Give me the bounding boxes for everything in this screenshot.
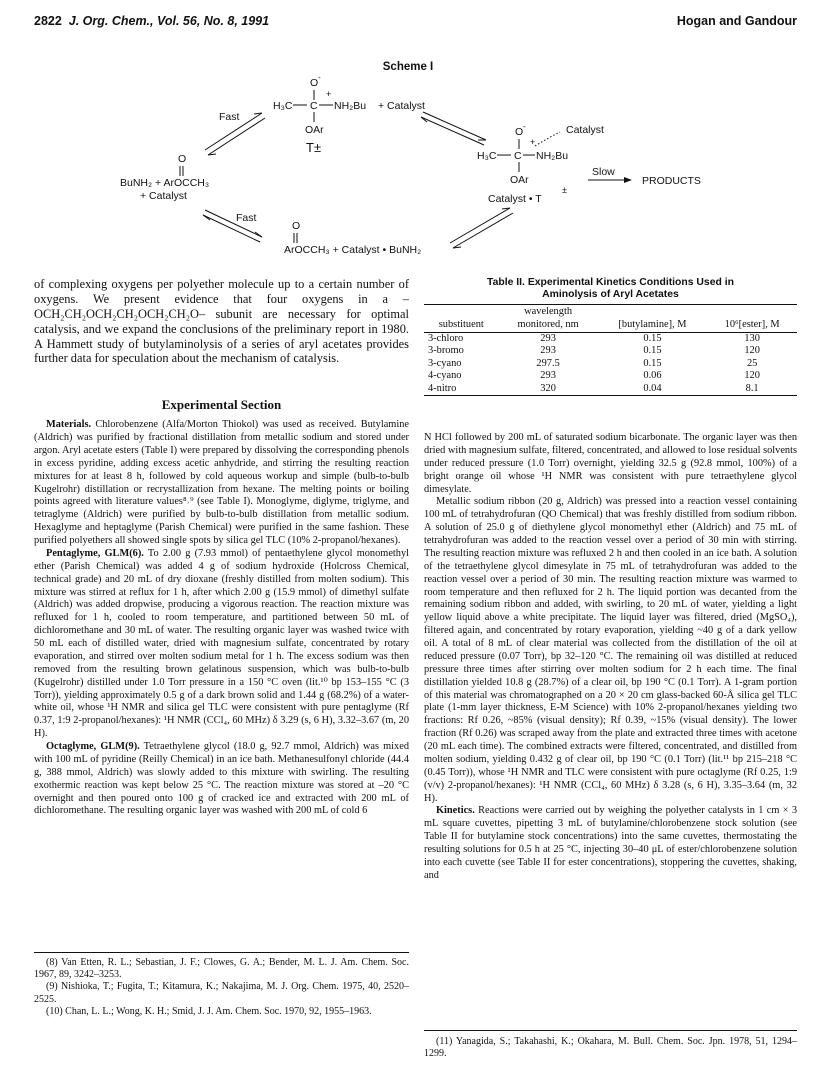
right-nh2bu: NH₂Bu bbox=[536, 150, 569, 162]
fast-label-lower: Fast bbox=[236, 212, 257, 224]
svg-text:-: - bbox=[523, 122, 526, 131]
table-caption: Table II. Experimental Kinetics Conditions Used in Aminolysis of Aryl Acetates bbox=[487, 277, 734, 300]
reference: (11) Yanagida, S.; Takahashi, K.; Okahara, M. Bull. Chem. Soc. Jpn. 1978, 51, 1294–1299. bbox=[424, 1036, 797, 1060]
journal-citation: Vol. 56, No. 8, 1991 bbox=[157, 14, 270, 28]
table-row: 4-cyano 293 0.06 120 bbox=[428, 370, 760, 382]
scheme-figure bbox=[0, 48, 831, 266]
top-o-minus: O bbox=[310, 77, 319, 89]
table-row: 3-cyano 297.5 0.15 25 bbox=[428, 357, 758, 369]
right-c: C bbox=[514, 150, 522, 162]
equilibrium-arrow-right-upper bbox=[423, 112, 486, 140]
left-catalyst: + Catalyst bbox=[140, 190, 187, 202]
right-oar: OAr bbox=[510, 174, 529, 186]
fast-label-upper: Fast bbox=[219, 111, 240, 123]
paragraph: N HCl followed by 200 mL of saturated sodium bicarbonate. The organic layer was then dried with magnesium sulfate, filtered, concentrated, and allowed to lose residual solvents under reduced pressure (1.0 Torr) overnight, yielding 32.5 g (92.8 mmol, 100%) of a bright orange oil whose ¹H NMR was consistent with pure tetraethylene glycol dimesylate. bbox=[424, 432, 797, 495]
scheme-title: Scheme I bbox=[382, 61, 434, 73]
header-wavelength: wavelength bbox=[499, 304, 598, 318]
header-ester: 10⁶[ester], M bbox=[707, 318, 797, 332]
references-left bbox=[34, 957, 409, 1018]
paragraph-lead: Octaglyme, GLM(9). bbox=[46, 741, 140, 753]
right-o-minus: O bbox=[515, 126, 524, 138]
kinetics-table bbox=[424, 304, 797, 396]
top-catalyst: + Catalyst bbox=[378, 100, 425, 112]
dotted-interaction bbox=[535, 132, 560, 146]
bottom-products: ArOCCH₃ + Catalyst • BuNH₂ bbox=[284, 244, 422, 256]
page-number: 2822 bbox=[34, 14, 62, 28]
right-column bbox=[424, 432, 797, 883]
bottom-carbonyl-o: O bbox=[292, 220, 301, 232]
header-substituent: substituent bbox=[424, 318, 499, 332]
footnote-rule bbox=[424, 1030, 797, 1031]
top-nh2bu: NH₂Bu bbox=[334, 100, 367, 112]
materials-paragraph: Materials. Chlorobenzene (Alfa/Morton Thiokol) was used as received. Butylamine (Aldrich) was purified by fractional distillation from metallic sodium and stored under argon. Aryl acetate esters (Table I) were prepared by dissolving the corresponding phenols in excess pyridine, adding excess acetic anhydride, and stirring the resulting reaction mixtures for at least 8 h, followed by cold aqueous workup and simple (bulb-to-bulb Kugelrohr) distillation or recrystallization from hexane. The melting points or boiling points agreed with literature values⁸˒⁹ (see Table I). Monoglyme, diglyme, triglyme, and tetraglyme (Aldrich) were purified by bulb-to-bulb distillation from metallic sodium. Hexaglyme and heptaglyme (Parish Chemical) were purified in the same fashion. These purified polyethers all showed single spots by silica gel TLC (10% 2-propanol/hexanes). bbox=[34, 419, 409, 547]
paragraph: Metallic sodium ribbon (20 g, Aldrich) was pressed into a reaction vessel containing 100 mL of tetrahydrofuran (QO Chemical) that was freshly distilled from sodium ribbon. A solution of 25.0 g of diethylene glycol monomethyl ether (Aldrich) and 75 mL of tetrahydrofuran was added to the reaction vessel over a period of 30 min with stirring. The resulting reaction mixture was refluxed 2 h and then cooled in an ice bath. A solution of the tetraethylene glycol dimesylate in 75 mL of tetrahydrofuran was added to the reaction vessel over a period of 30 min. The resulting reaction mixture was warmed to room temperature and then refluxed for 2 h. The liquid portion was decanted from the remaining sodium ribbon and added, with swirling, to 20 mL of water, yielding a light yellow liquid above a white precipitate. The liquid layer was filtered, dried (MgSO₄), filtered again, and concentrated by rotary evaporation, yielding ~40 g of a dark yellow oil. A total of 8 mL of clear material was collected from the distillation of the oil at reduced pressure (0.07 Torr), bp 32–120 °C. The remaining oil was distilled at reduced pressure three times after stirring over molten sodium for 2 h each time. The final distillation yielded 10.8 g (28.7%) of a clear oil, bp 190 °C (0.1 Torr). A 1-gram portion of this material was chromatographed on a 20 × 20 cm glass-backed 60-Å silica gel TLC plate (1-mm layer thickness, E-M Science) with 10% 2-propanol/hexanes yielding two fractions: Rf 0.26, ~85% (visual density); Rf 0.39, ~15% (visual density). The lower fraction (Rf 0.26) was scraped away from the plate and extracted three times with acetone (20 mL each time). The combined extracts were filtered, concentrated, and distilled from molten sodium, yielding 0.432 g of clear oil, bp 190 °C (0.1 Torr) (lit.¹¹ bp 215–218 °C (0.45 Torr)), whose ¹H NMR and TLC were consistent with pure octaglyme (Rf 0.25, 1:9 (v/v) 2-propanol/hexanes): ¹H NMR (CCl₄, 60 MHz) δ 3.28 (s, 6 H), 3.35–3.64 (m, 32 H). bbox=[424, 496, 797, 804]
footnote-rule bbox=[34, 952, 409, 953]
reference: (8) Van Etten, R. L.; Sebastian, J. F.; Clowes, G. A.; Bender, M. L. J. Am. Chem. Soc. 1967, 89, 3242–3253. bbox=[34, 957, 409, 981]
table-row: 3-bromo 293 0.15 120 bbox=[428, 345, 760, 357]
right-plus: + bbox=[530, 137, 536, 147]
left-column bbox=[34, 390, 409, 818]
table-row: 4-nitro 320 0.04 8.1 bbox=[424, 383, 797, 396]
top-plus: + bbox=[326, 89, 332, 99]
reference: (10) Chan, L. L.; Wong, K. H.; Smid, J. J. Am. Chem. Soc. 1970, 92, 1955–1963. bbox=[46, 1005, 372, 1017]
right-tpm-sup: ± bbox=[562, 185, 567, 195]
right-catalyst: Catalyst bbox=[566, 124, 604, 136]
intro-text-continuation bbox=[34, 277, 409, 366]
section-heading: Experimental Section bbox=[161, 397, 282, 412]
top-t-pm: T± bbox=[306, 140, 322, 155]
equilibrium-arrow-right-lower bbox=[450, 208, 510, 243]
journal-name: J. Org. Chem., bbox=[68, 14, 154, 28]
paragraph-lead: Pentaglyme, GLM(6). bbox=[46, 547, 144, 559]
products-label: PRODUCTS bbox=[642, 175, 701, 187]
right-catalyst-t: Catalyst • T bbox=[488, 193, 542, 205]
paragraph-lead: Kinetics. bbox=[436, 805, 475, 817]
octaglyme-paragraph: Octaglyme, GLM(9). Tetraethylene glycol (18.0 g, 92.7 mmol, Aldrich) was mixed with 100 mL of pyridine (Reilly Chemical) in an ice bath. Methanesulfonyl chloride (44.4 g, 388 mmol, Aldrich) was slowly added to this mixture with swirling. The resulting exothermic reaction was kept below 25 °C. The reaction mixture was stored at –20 °C overnight and then poured onto 100 g of cracked ice and extracted with 200 mL of dichloromethane. The resulting organic layer was washed with 200 mL of cold 6 bbox=[34, 741, 409, 817]
running-header bbox=[34, 14, 797, 32]
paragraph-lead: Materials. bbox=[46, 419, 92, 431]
left-reactants: BuNH₂ + ArOCCH₃ bbox=[120, 177, 210, 189]
pentaglyme-paragraph: Pentaglyme, GLM(6). To 2.00 g (7.93 mmol) of pentaethylene glycol monomethyl ether (Parish Chemical) was added 4 g of sodium hydroxide (Holcross Chemical, technical grade) and 20 mL of dry dioxane (freshly distilled from molten sodium). This mixture was stirred at reflux for 1 h, after which 2.00 g (15.9 mmol) of dimethyl sulfate (Aldrich) was added dropwise, producing a vigorous reaction. The reaction mixture was refluxed for 1 h, cooled to room temperature, and partitioned between 50 mL of dichloromethane and 30 mL of water. The resulting organic layer was washed twice with 50 mL each of distilled water, dried with magnesium sulfate, concentrated by rotary evaporation, and stirred over molten sodium metal for 1 h. The excess sodium was then removed from the resulting brown gelatinous suspension, which was bulb-to-bulb (Kugelrohr) distilled under 1.0 Torr pressure in a 150 °C oven (lit.¹⁰ bp 153–155 °C (3 Torr)), yielding approximately 0.5 g of a dark brown solid and 1.44 g (68.2%) of a water-white oil, whose ¹H NMR and silica gel TLC were consistent with pure pentaglyme (Rf 0.37, 1:9 2-propanol/hexanes): ¹H NMR (CCl₄, 60 MHz) δ 3.29 (s, 6 H), 3.32–3.67 (m, 20 H). bbox=[34, 547, 410, 740]
top-oar: OAr bbox=[305, 124, 324, 136]
table-row: 3-chloro 293 0.15 130 bbox=[428, 332, 760, 344]
left-carbonyl-o: O bbox=[178, 153, 187, 165]
kinetics-paragraph: Kinetics. Reactions were carried out by weighing the polyether catalysts in 1 cm × 3 mL square cuvettes, pipetting 3 mL of butylamine/chlorobenzene stock solution (see Table II for butylamine stock concentrations) into the same cuvettes, thermostating the resulting solutions for 0.5 h at 25 °C, injecting 30–40 μL of ester/chlorobenzene solution into each cuvette (see Table II for ester concentrations), stoppering the cuvettes, shaking, and bbox=[424, 805, 797, 881]
header-butylamine: [butylamine], M bbox=[598, 318, 708, 332]
header-authors: Hogan and Gandour bbox=[676, 14, 797, 28]
svg-text:-: - bbox=[318, 73, 321, 82]
table-ii bbox=[424, 277, 797, 396]
references-right bbox=[424, 1036, 797, 1060]
reference: (9) Nishioka, T.; Fugita, T.; Kitamura, K.; Nakajima, M. J. Org. Chem. 1975, 40, 2520–2525. bbox=[34, 981, 409, 1005]
right-h3c: H₃C bbox=[477, 150, 497, 162]
slow-label: Slow bbox=[592, 166, 615, 178]
top-c: C bbox=[310, 100, 318, 112]
top-h3c: H₃C bbox=[273, 100, 293, 112]
header-monitored: monitored, nm bbox=[499, 318, 598, 332]
paragraph: of complexing oxygens per polyether molecule up to a certain number of oxygens. We present evidence that four oxygens in a –OCH₂CH₂OCH₂CH₂OCH₂CH₂O– subunit are necessary for optimal catalysis, and we expand the conclusions of the preliminary report in 1980. A Hammett study of butylaminolysis of a series of aryl acetates provides further data for speculation about the mechanism of catalysis. bbox=[34, 277, 409, 366]
